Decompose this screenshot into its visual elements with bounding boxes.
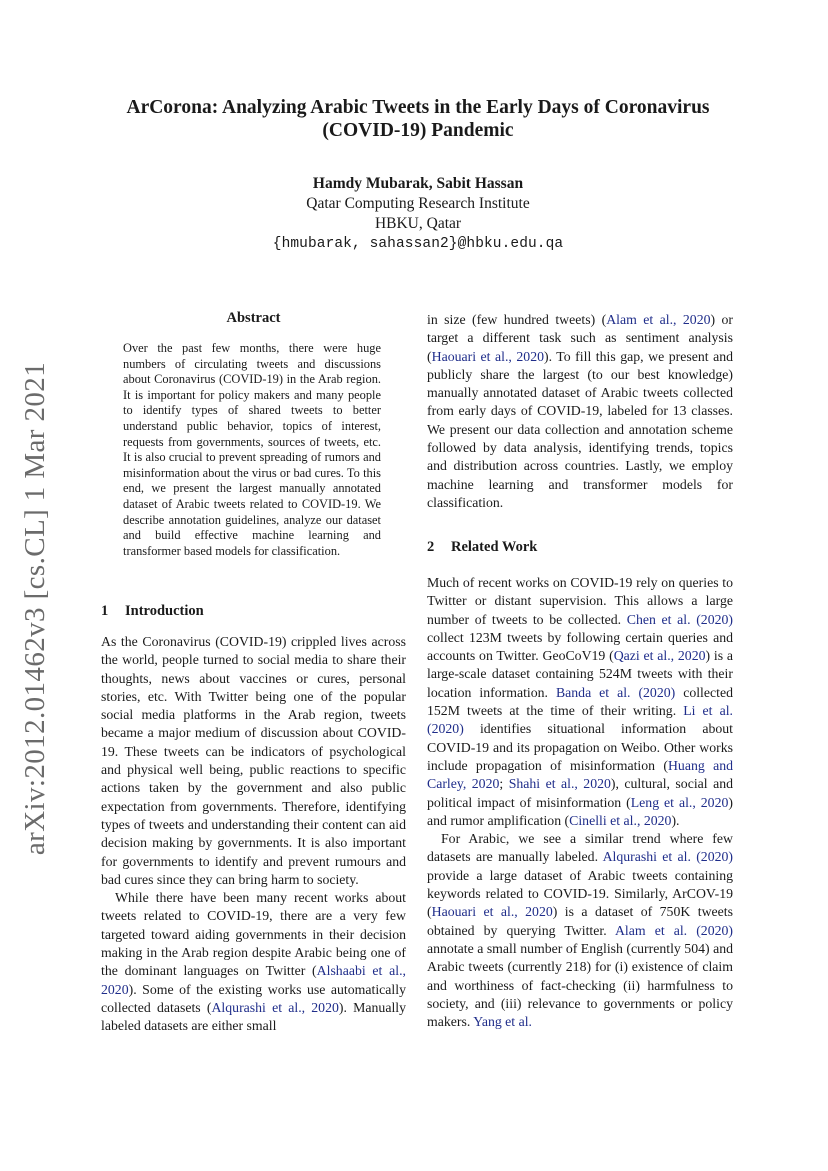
related-work-body — [427, 574, 733, 1031]
author-names: Hamdy Mubarak, Sabit Hassan — [312, 175, 524, 192]
text-run: ), cultural, social and political impact of misinformation ( — [427, 776, 733, 810]
text-run: in size (few hundred tweets) ( — [427, 312, 607, 327]
citation-link[interactable]: Huang and Carley, 2020 — [427, 757, 733, 792]
introduction-continued — [427, 311, 733, 512]
citation-link[interactable]: Leng et al., 2020 — [630, 794, 729, 810]
section-number: 1 — [101, 603, 109, 619]
citation-link[interactable]: Li et al. (2020) — [427, 703, 733, 737]
citation-link[interactable]: Alam et al., 2020 — [606, 312, 711, 327]
text-run: ) is a dataset of 750K tweets obtained by querying Twitter. — [427, 904, 733, 938]
title-line-1: ArCorona: Analyzing Arabic Tweets in the Early Days of Coronavirus — [126, 97, 710, 118]
text-run: ) is a large-scale dataset containing 524M tweets with their location information. — [427, 648, 733, 700]
text-run: annotate a small number of English (currently 504) and Arabic tweets (currently 218) for (i) existence of claim and worthiness of fact-checking (ii) harmfulness to society, and (iii) relevance to governments or policy makers. — [427, 940, 733, 1030]
text-run: ) and rumor amplification ( — [427, 794, 733, 828]
text-run: collected 152M tweets at the time of their writing. — [427, 684, 733, 719]
section-heading-introduction — [101, 603, 204, 620]
citation-link[interactable]: Chen et al. (2020) — [626, 611, 733, 627]
citation-link[interactable]: Alqurashi et al. (2020) — [602, 849, 733, 865]
citation-link[interactable]: Alshaabi et al., 2020 — [101, 963, 406, 997]
author-block — [100, 174, 736, 254]
citation-link[interactable]: Haouari et al., 2020 — [431, 904, 553, 920]
arxiv-identifier-stamp — [8, 361, 63, 855]
citation-link[interactable]: Cinelli et al., 2020 — [569, 812, 672, 828]
citation-link[interactable]: Shahi et al., 2020 — [508, 776, 611, 792]
citation-link[interactable]: Yang et al. — [473, 1014, 532, 1030]
abstract-body: Over the past few months, there were huge numbers of circulating tweets and discussions about Coronavirus (COVID-19) in the Arab region. It is important for policy makers and many people to identify types of shared tweets to better understand public behavior, topics of interest, requests from governments, sources of tweets, etc. It is also crucial to prevent spreading of rumors and misinformation about the virus or bad cures. To this end, we present the largest manually annotated dataset of Arabic tweets related to COVID-19. We describe annotation guidelines, analyze our dataset and build effective machine learning and transformer based models for classification. — [123, 341, 381, 558]
intro-paragraph-2 — [101, 889, 406, 1035]
related-work-paragraph-2 — [427, 830, 733, 1031]
section-title: Related Work — [451, 539, 538, 555]
citation-link[interactable]: Alam et al. (2020) — [614, 922, 733, 938]
text-run: ). Manually labeled datasets are either small — [101, 999, 407, 1034]
author-email: {hmubarak, sahassan2}@hbku.edu.qa — [272, 236, 564, 252]
section-heading-related-work — [427, 539, 537, 556]
text-run: While there have been many recent works about tweets related to COVID-19, there are a very few targeted toward aiding governments in their decision making in the Arab region despite Arabic being one of the dominant languages on Twitter ( — [101, 890, 406, 979]
affiliation-institute: Qatar Computing Research Institute — [306, 195, 530, 212]
title-line-2: (COVID-19) Pandemic — [322, 120, 514, 141]
citation-link[interactable]: Haouari et al., 2020 — [431, 348, 544, 364]
paper-title — [100, 96, 736, 142]
text-run: ). Some of the existing works use automatically collected datasets ( — [101, 981, 406, 1015]
text-run: collect 123M tweets by following certain queries and accounts on Twitter. GeoCoV19 ( — [427, 629, 733, 664]
text-run: Much of recent works on COVID-19 rely on queries to Twitter or distant supervision. This allows a large number of tweets to be collected. — [427, 575, 733, 627]
introduction-body — [101, 633, 406, 1036]
affiliation-location: HBKU, Qatar — [374, 215, 462, 232]
intro-paragraph-1: As the Coronavirus (COVID-19) crippled lives across the world, people turned to social media to share their thoughts, news about vaccines or cures, personal stories, etc. With Twitter being one of the popular social media platforms in the Arab region, tweets became a major medium of discussion about COVID-19. These tweets can be indicators of psychological and physical well being, public reactions to specific actions taken by the government and also public expectation from governments. Therefore, identifying types of tweets and understanding their content can aid decision making by governments. It is also important for governments to identify and prevent rumours and bad cures since they can bring harm to society. — [101, 634, 406, 887]
text-run: ). — [671, 812, 680, 828]
citation-link[interactable]: Alqurashi et al., 2020 — [211, 999, 339, 1015]
section-number: 2 — [427, 539, 435, 555]
text-run: ) or target a different task such as sentiment analysis ( — [427, 312, 734, 364]
intro-paragraph-2-continued — [427, 311, 733, 512]
text-run: For Arabic, we see a similar trend where few datasets are manually labeled. — [427, 831, 733, 865]
text-run: provide a large dataset of Arabic tweets containing keywords related to COVID-19. Similarly, ArCOV-19 ( — [427, 867, 733, 920]
arxiv-id-text: arXiv:2012.01462v3 [cs.CL] 1 Mar 2021 — [19, 361, 52, 855]
related-work-paragraph-1 — [427, 574, 733, 830]
citation-link[interactable]: Banda et al. (2020) — [555, 684, 676, 700]
citation-link[interactable]: Qazi et al., 2020 — [613, 648, 706, 664]
abstract-heading: Abstract — [226, 310, 281, 326]
text-run: ; — [499, 776, 509, 792]
text-run: ). To fill this gap, we present and publicly share the largest (to our best knowledge) manually annotated dataset of Arabic tweets collected from early days of COVID-19, labeled for 13 classes. We present our data collection and annotation scheme followed by data analysis, identifying trends, topics and distribution across countries. Lastly, we employ machine learning and transformer models for classification. — [427, 348, 733, 510]
section-title: Introduction — [125, 603, 204, 619]
text-run: identifies situational information about COVID-19 and its propagation on Weibo. Other works include propagation of misinformation ( — [427, 721, 733, 773]
